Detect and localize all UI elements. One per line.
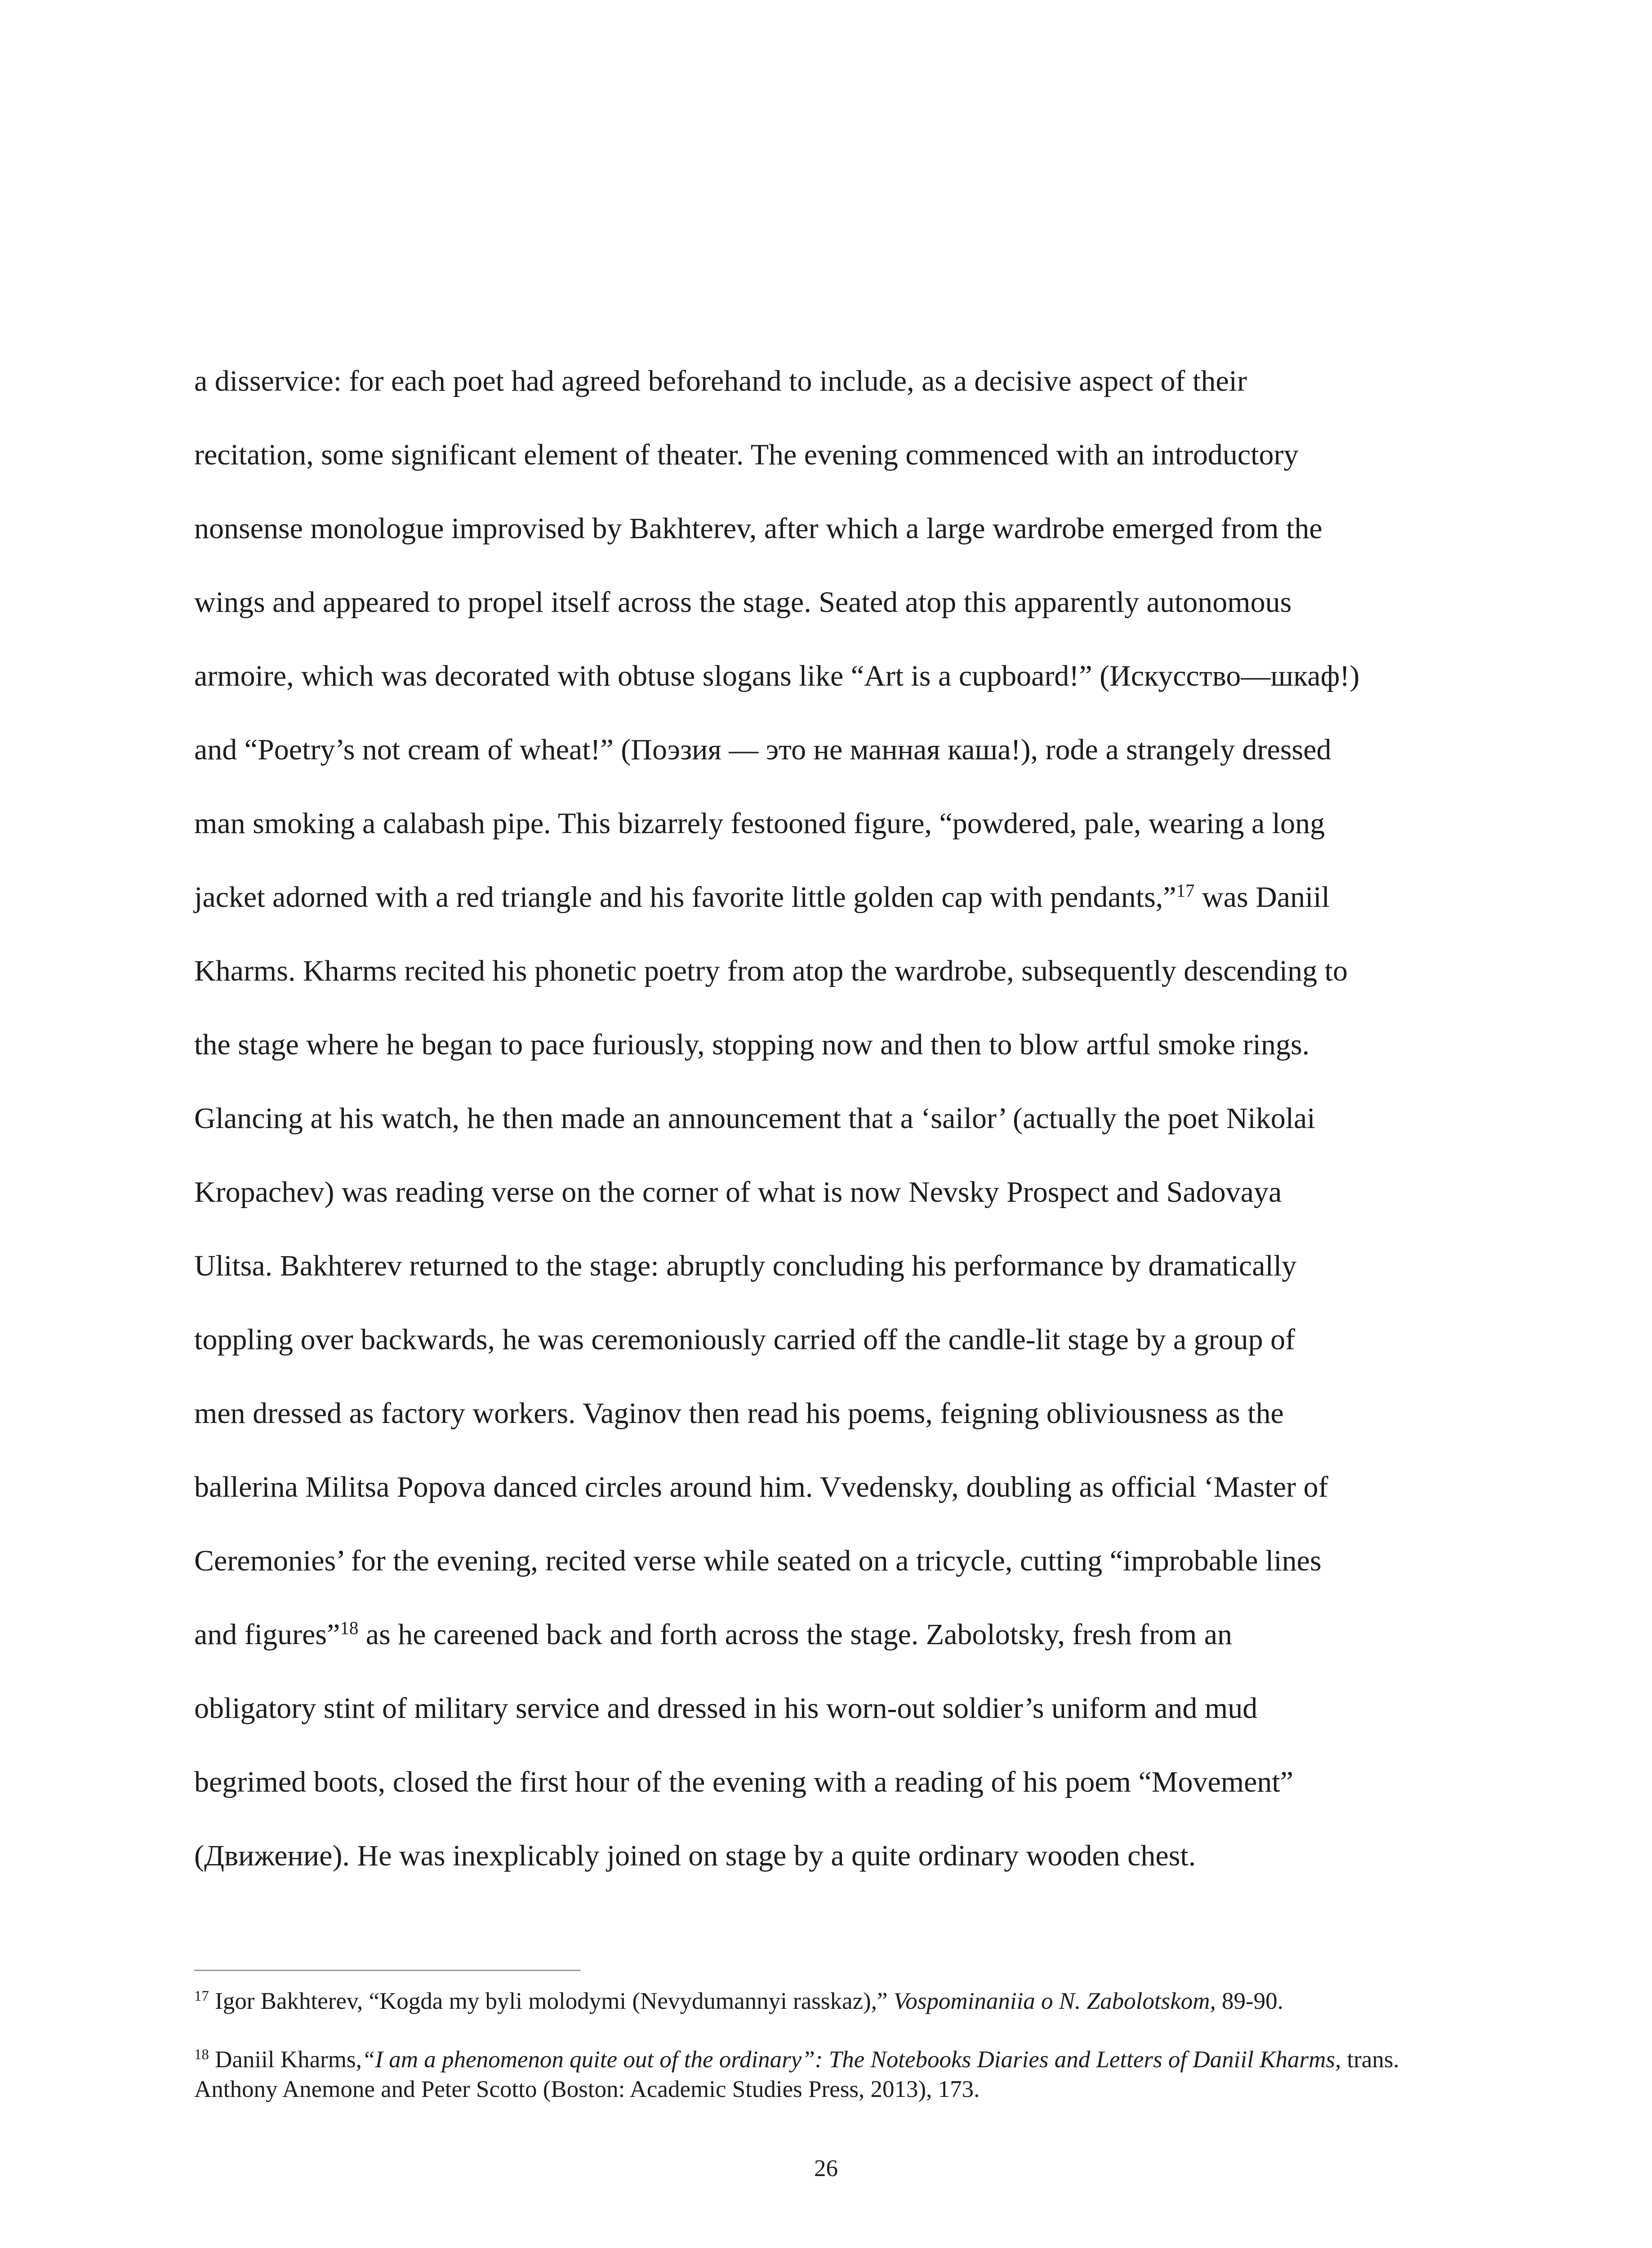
body-line: toppling over backwards, he was ceremoniously carried off the candle-lit stage by a group of <box>194 1323 1296 1356</box>
footnote-italic-title: Vospominaniia o N. Zabolotskom, <box>893 1988 1216 2014</box>
body-line: and “Poetry’s not cream of wheat!” (Поэзия — это не манная каша!), rode a strangely dressed <box>194 733 1331 766</box>
footnote-text: Daniil Kharms, <box>209 2047 362 2073</box>
footnote-18 <box>194 2045 1480 2104</box>
body-line: man smoking a calabash pipe. This bizarrely festooned figure, “powdered, pale, wearing a long <box>194 807 1325 840</box>
footnote-italic-title: “I am a phenomenon quite out of the ordinary”: The Notebooks Diaries and Letters of Daniil Kharms, <box>361 2047 1341 2073</box>
body-line <box>194 1617 1232 1653</box>
footnote-ref-18[interactable]: 18 <box>340 1618 359 1638</box>
body-line: Kharms. Kharms recited his phonetic poetry from atop the wardrobe, subsequently descending to <box>194 955 1348 987</box>
footnote-17 <box>194 1986 1480 2016</box>
footnote-text: trans. Anthony Anemone and Peter Scotto (Boston: Academic Studies Press, 2013), 173. <box>194 2047 1399 2102</box>
body-line-text: as he careened back and forth across the stage. Zabolotsky, fresh from an <box>358 1618 1233 1651</box>
body-line: the stage where he began to pace furiously, stopping now and then to blow artful smoke rings. <box>194 1028 1310 1061</box>
footnote-number: 17 <box>194 1988 209 2004</box>
body-line: armoire, which was decorated with obtuse slogans like “Art is a cupboard!” (Искусство—шкаф!) <box>194 660 1360 692</box>
body-line: (Движение). He was inexplicably joined on stage by a quite ordinary wooden chest. <box>194 1839 1196 1872</box>
body-line: obligatory stint of military service and dressed in his worn-out soldier’s uniform and mud <box>194 1692 1258 1725</box>
footnote-number: 18 <box>194 2046 209 2063</box>
body-line <box>194 879 1330 915</box>
footnote-text: 89-90. <box>1216 1988 1283 2014</box>
body-line: Glancing at his watch, he then made an announcement that a ‘sailor’ (actually the poet Nikolai <box>194 1102 1315 1135</box>
body-line: nonsense monologue improvised by Bakhterev, after which a large wardrobe emerged from the <box>194 512 1322 545</box>
body-line: recitation, some significant element of theater. The evening commenced with an introductory <box>194 438 1299 471</box>
footnote-text: Igor Bakhterev, “Kogda my byli molodymi (Nevydumannyi rasskaz),” <box>209 1988 894 2014</box>
body-line: ballerina Militsa Popova danced circles around him. Vvedensky, doubling as official ‘Master of <box>194 1471 1328 1503</box>
body-line: Ceremonies’ for the evening, recited verse while seated on a tricycle, cutting “improbable lines <box>194 1544 1322 1577</box>
footnote-separator <box>194 1970 581 1971</box>
body-line-text: was Daniil <box>1194 881 1330 914</box>
body-line: wings and appeared to propel itself across the stage. Seated atop this apparently autonomous <box>194 586 1292 619</box>
body-line-text: and figures” <box>194 1618 340 1651</box>
footnote-ref-17[interactable]: 17 <box>1176 880 1195 901</box>
body-line: Kropachev) was reading verse on the corner of what is now Nevsky Prospect and Sadovaya <box>194 1176 1282 1209</box>
page-number: 26 <box>814 2155 838 2181</box>
body-line: Ulitsa. Bakhterev returned to the stage: abruptly concluding his performance by dramatically <box>194 1249 1297 1282</box>
body-line: a disservice: for each poet had agreed beforehand to include, as a decisive aspect of their <box>194 365 1247 397</box>
body-line-text: jacket adorned with a red triangle and his favorite little golden cap with pendants,” <box>194 881 1176 914</box>
body-line: men dressed as factory workers. Vaginov then read his poems, feigning obliviousness as the <box>194 1397 1284 1430</box>
body-line: begrimed boots, closed the first hour of the evening with a reading of his poem “Movement” <box>194 1766 1294 1798</box>
